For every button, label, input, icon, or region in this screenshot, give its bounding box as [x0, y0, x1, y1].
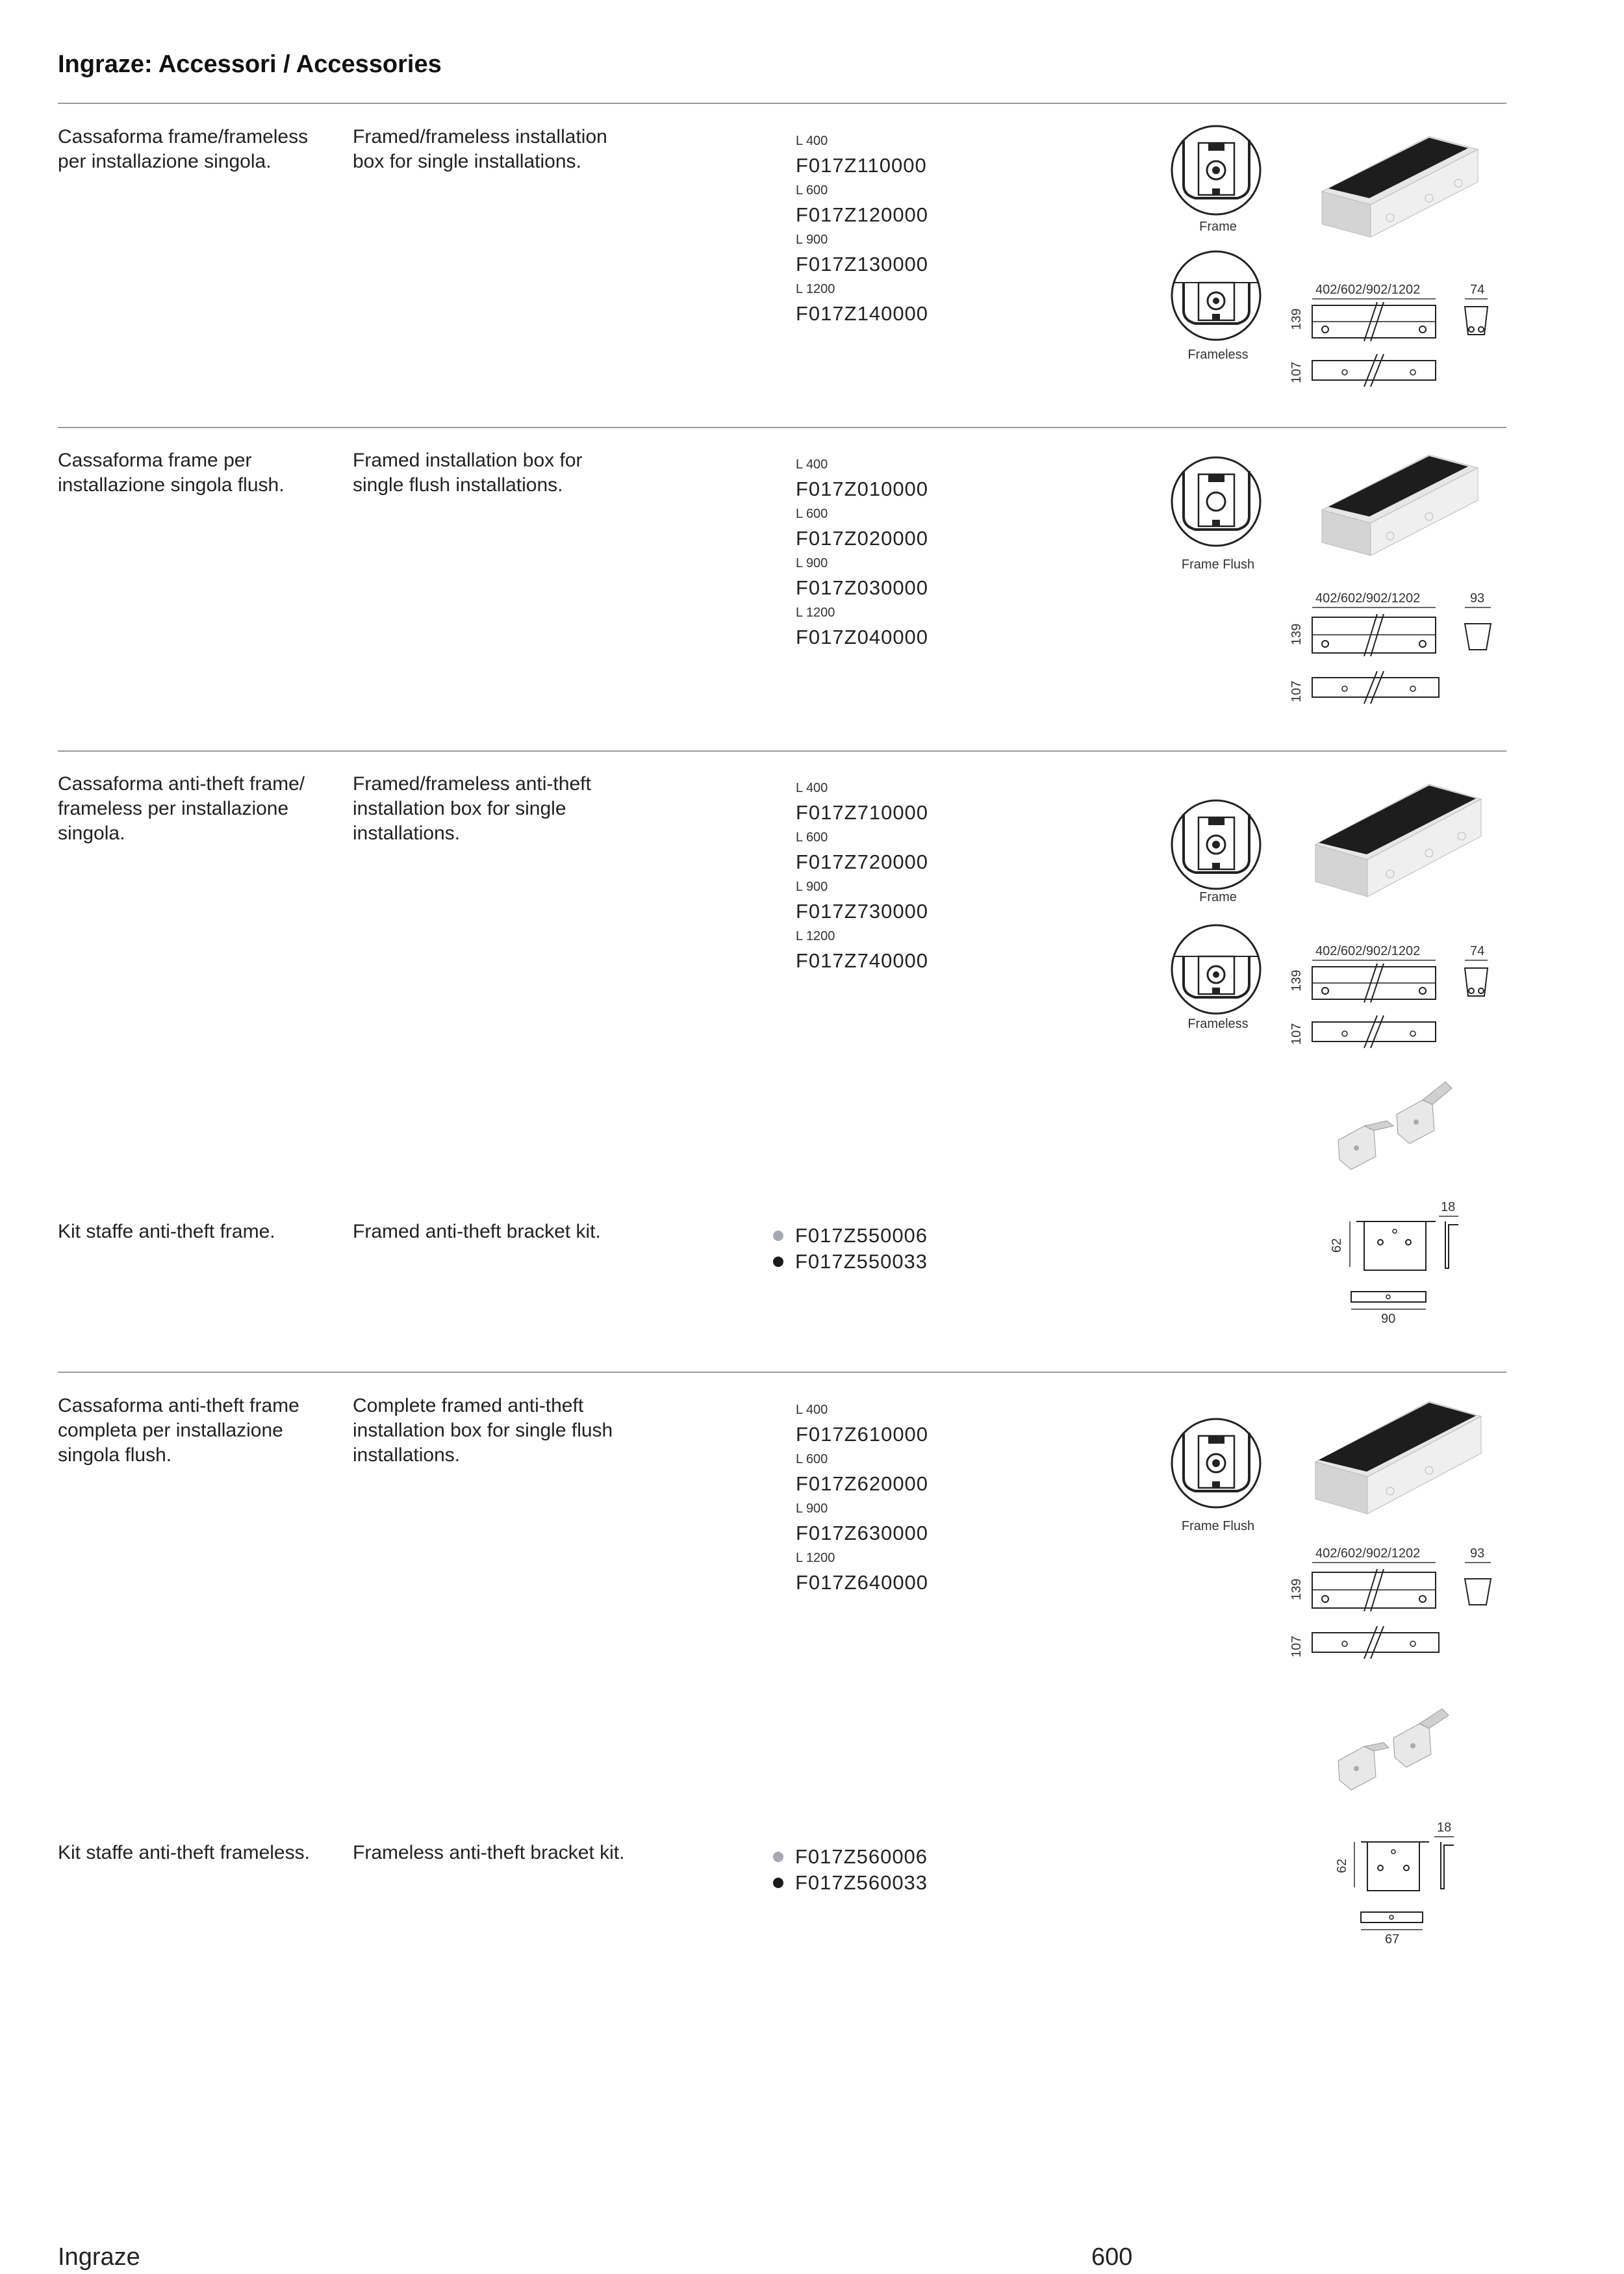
color-variant: [796, 1870, 1056, 1896]
code-list: [796, 1401, 1056, 1599]
technical-drawing: [1286, 588, 1507, 708]
depth-dimension: 107: [1289, 680, 1304, 702]
page-number: 600: [1091, 2243, 1133, 2271]
product-code: F017Z630000: [796, 1522, 929, 1544]
product-description-it: Cassaforma anti-theft frame/ frameless per installazione singola.: [58, 773, 305, 844]
product-code: F017Z010000: [796, 478, 929, 500]
icon-caption: Frameless: [1187, 1017, 1249, 1031]
frameless-section-icon: [1169, 249, 1263, 343]
page-title: Ingraze: Accessori / Accessories: [58, 51, 442, 78]
color-variant: [796, 1223, 1056, 1249]
bracket-technical-drawing: [1325, 1195, 1488, 1332]
length-label: L 600: [796, 183, 828, 198]
product-description-en: Framed/frameless anti-theft installation box for single installations.: [353, 773, 591, 844]
length-label: L 600: [796, 830, 828, 845]
black-swatch: [773, 1257, 783, 1267]
divider: [58, 427, 1506, 428]
product-code: F017Z140000: [796, 302, 929, 325]
grey-swatch: [773, 1231, 783, 1241]
code-list: [796, 133, 1056, 330]
product-render-image: [1312, 1394, 1484, 1524]
product-code: F017Z560006: [795, 1845, 928, 1868]
width-dimension: 67: [1385, 1932, 1400, 1947]
length-label: L 1200: [796, 606, 835, 620]
product-description-en: Framed anti-theft bracket kit.: [353, 1221, 601, 1242]
frame-flush-section-icon: [1169, 455, 1263, 549]
technical-drawing: [1286, 1543, 1507, 1663]
footer-section-name: Ingraze: [58, 2243, 140, 2271]
length-label: L 1200: [796, 1551, 835, 1565]
height-dimension: 139: [1289, 1578, 1304, 1600]
icon-caption: Frame: [1199, 220, 1237, 234]
frame-section-icon: [1169, 123, 1263, 218]
divider: [58, 103, 1506, 104]
side-dimension: 18: [1437, 1820, 1452, 1835]
product-code: F017Z550033: [795, 1250, 928, 1273]
product-render-image: [1312, 776, 1484, 906]
height-dimension: 139: [1289, 623, 1304, 645]
code-list: [796, 456, 1056, 654]
divider: [58, 1372, 1506, 1373]
product-code: F017Z130000: [796, 253, 929, 275]
frame-flush-section-icon: [1169, 1416, 1263, 1511]
code-list: [796, 780, 1056, 977]
length-label: L 400: [796, 134, 828, 148]
bracket-technical-drawing: [1325, 1816, 1488, 1952]
color-variant: [796, 1844, 1056, 1870]
length-label: L 900: [796, 233, 828, 247]
product-description-it: Cassaforma anti-theft frame completa per installazione singola flush.: [58, 1395, 299, 1466]
product-code: F017Z720000: [796, 850, 929, 873]
height-dimension: 139: [1289, 969, 1304, 991]
product-code: F017Z020000: [796, 527, 929, 550]
length-label: L 1200: [796, 929, 835, 943]
product-code: F017Z730000: [796, 900, 929, 923]
grey-swatch: [773, 1852, 783, 1862]
product-description-en: Frameless anti-theft bracket kit.: [353, 1842, 625, 1863]
technical-drawing: [1286, 279, 1507, 393]
depth-dimension: 107: [1289, 361, 1304, 383]
product-render-image: [1319, 448, 1481, 565]
icon-caption: Frame Flush: [1181, 557, 1255, 572]
length-dimension: 402/602/902/1202: [1315, 283, 1421, 297]
length-dimension: 402/602/902/1202: [1315, 944, 1421, 958]
product-code: F017Z110000: [796, 154, 927, 177]
product-code: F017Z550006: [795, 1224, 928, 1247]
product-code: F017Z560033: [795, 1871, 928, 1894]
width-dimension: 74: [1470, 944, 1485, 958]
color-variant: [796, 1249, 1056, 1275]
bracket-render-image: [1325, 1075, 1468, 1179]
height-dimension: 62: [1335, 1858, 1349, 1873]
product-description-it: Cassaforma frame/frameless per installazione singola.: [58, 126, 309, 172]
product-description-en: Framed/frameless installation box for single installations.: [353, 126, 607, 172]
width-dimension: 90: [1381, 1312, 1396, 1326]
product-description-en: Complete framed anti-theft installation box for single flush installations.: [353, 1395, 613, 1466]
product-description-it: Cassaforma frame per installazione singola flush.: [58, 450, 285, 496]
black-swatch: [773, 1878, 783, 1888]
length-label: L 1200: [796, 282, 835, 296]
width-dimension: 93: [1470, 591, 1485, 606]
icon-caption: Frame: [1199, 890, 1237, 904]
product-render-image: [1319, 130, 1481, 247]
width-dimension: 74: [1470, 283, 1485, 297]
length-label: L 900: [796, 880, 828, 894]
product-code: F017Z640000: [796, 1571, 929, 1594]
product-code: F017Z610000: [796, 1423, 929, 1446]
length-label: L 400: [796, 781, 828, 795]
icon-caption: Frameless: [1187, 348, 1249, 362]
bracket-render-image: [1325, 1696, 1468, 1800]
length-dimension: 402/602/902/1202: [1315, 591, 1421, 606]
side-dimension: 18: [1441, 1200, 1456, 1214]
height-dimension: 62: [1330, 1238, 1344, 1253]
frame-section-icon: [1169, 798, 1263, 892]
product-code: F017Z030000: [796, 576, 929, 599]
length-label: L 900: [796, 1501, 828, 1516]
product-code: F017Z740000: [796, 949, 929, 972]
icon-caption: Frame Flush: [1181, 1519, 1255, 1533]
depth-dimension: 107: [1289, 1023, 1304, 1045]
length-label: L 600: [796, 507, 828, 521]
length-label: L 900: [796, 556, 828, 570]
height-dimension: 139: [1289, 308, 1304, 330]
depth-dimension: 107: [1289, 1635, 1304, 1657]
product-description-it: Kit staffe anti-theft frame.: [58, 1221, 275, 1242]
product-description-it: Kit staffe anti-theft frameless.: [58, 1842, 310, 1863]
product-description-en: Framed installation box for single flush installations.: [353, 450, 583, 496]
frameless-section-icon: [1169, 923, 1263, 1017]
length-label: L 400: [796, 1403, 828, 1417]
code-list: [796, 1223, 1056, 1275]
code-list: [796, 1844, 1056, 1896]
product-code: F017Z620000: [796, 1472, 929, 1495]
product-code: F017Z040000: [796, 626, 929, 648]
length-dimension: 402/602/902/1202: [1315, 1546, 1421, 1561]
product-code: F017Z120000: [796, 203, 929, 226]
width-dimension: 93: [1470, 1546, 1485, 1561]
technical-drawing: [1286, 941, 1507, 1054]
divider: [58, 750, 1506, 752]
length-label: L 600: [796, 1452, 828, 1466]
length-label: L 400: [796, 457, 828, 472]
product-code: F017Z710000: [796, 801, 929, 824]
